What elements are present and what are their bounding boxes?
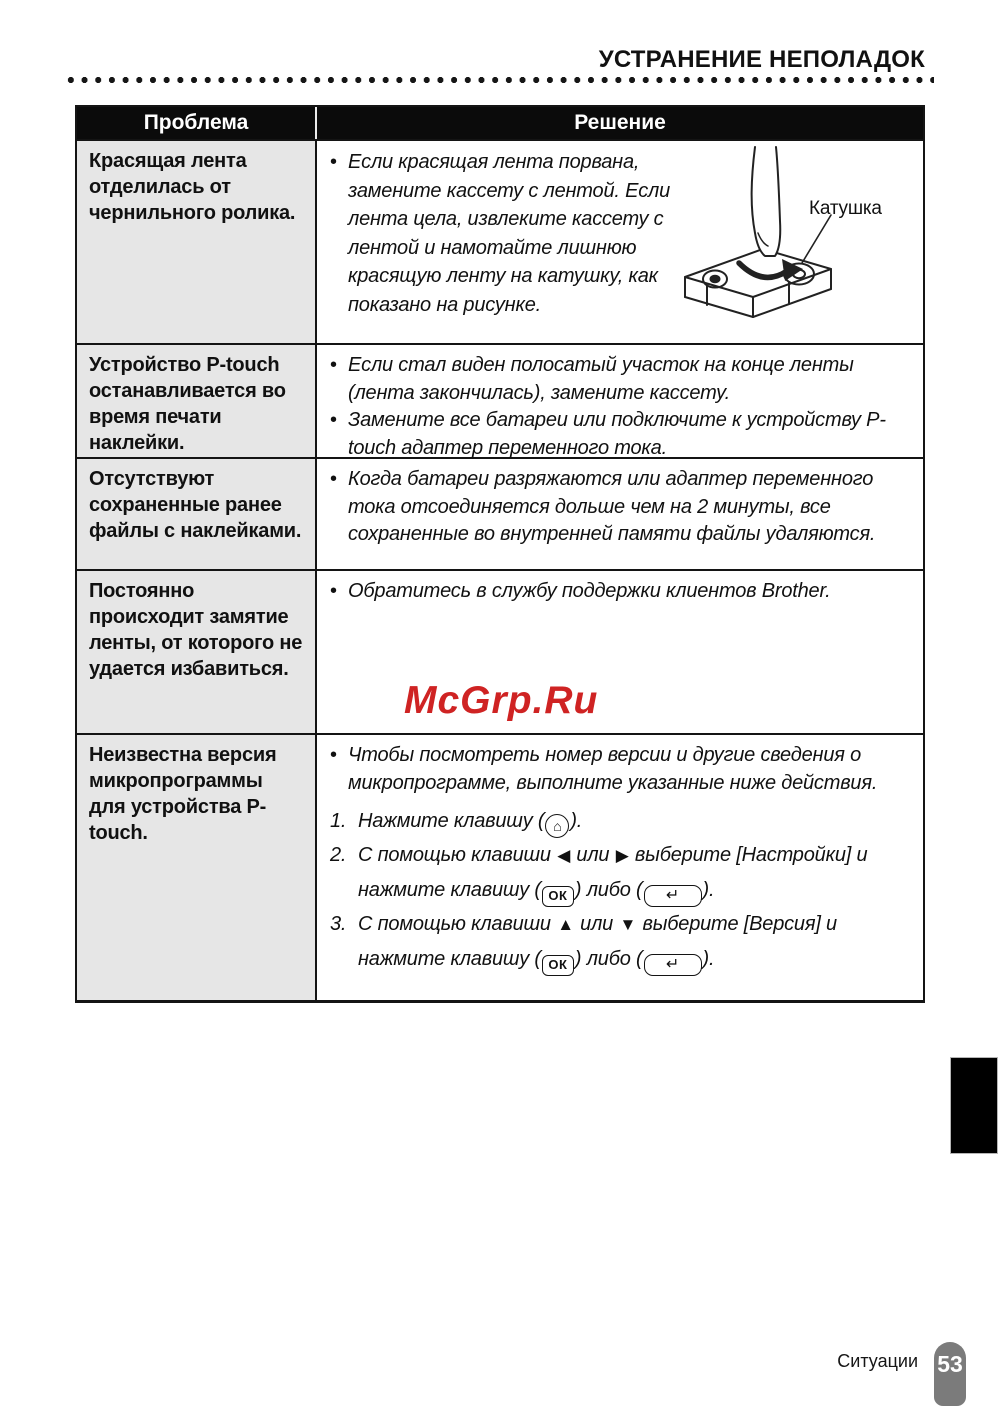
column-header-solution: Решение [574, 111, 666, 134]
dotted-divider [64, 75, 934, 85]
bullet-icon: • [330, 468, 337, 490]
problem-cell: Красящая лента отделилась от чернильного ролика. [77, 141, 317, 343]
right-arrow-icon: ▶ [615, 846, 629, 865]
bullet-icon: • [330, 744, 337, 766]
problem-cell: Неизвестна версия микропрограммы для устройства P-touch. [77, 735, 317, 1000]
solution-text: Если стал виден полосатый участок на конце ленты (лента закончилась), замените кассету. [348, 354, 854, 404]
ok-key-icon: ОК [542, 886, 574, 907]
left-arrow-icon: ◀ [557, 846, 571, 865]
step-item [330, 804, 915, 838]
step-text-segment: С помощью клавиши [358, 844, 557, 866]
step-text [358, 838, 915, 907]
home-glyph: ⌂ [553, 818, 562, 834]
table-row [77, 343, 923, 457]
solution-text: Замените все батареи или подключите к устройству P-touch адаптер переменного тока. [348, 409, 886, 459]
table-header-row [77, 107, 923, 139]
up-arrow-icon: ▲ [557, 915, 574, 934]
step-text-segment: выберите [Версия] и нажмите клавишу ( [358, 913, 837, 970]
page-title: УСТРАНЕНИЕ НЕПОЛАДОК [598, 46, 925, 73]
enter-key-icon: ↵ [644, 954, 702, 976]
step-text-segment: или [574, 913, 619, 935]
solution-cell [317, 459, 923, 569]
troubleshooting-table [75, 105, 925, 1003]
step-number: 1. [330, 810, 347, 832]
footer-label: Ситуации [837, 1351, 918, 1371]
down-arrow-icon: ▼ [619, 915, 637, 934]
solution-cell [317, 345, 923, 457]
section-edge-marker [950, 1057, 998, 1154]
ok-key-icon: ОК [542, 955, 574, 976]
step-text-segment: ). [702, 879, 715, 901]
column-header-problem: Проблема [77, 107, 317, 139]
step-text-segment: ). [702, 948, 715, 970]
table-row [77, 139, 923, 343]
solution-text: Если красящая лента порвана, замените кассету с лентой. Если лента цела, извлеките кассету с лентой и намотайте лишнюю красящую ленту на катушку, как показано на рисунке. [348, 151, 671, 316]
enter-key-icon: ↵ [644, 885, 702, 907]
cassette-figure-svg [681, 145, 921, 343]
instruction-steps [330, 804, 915, 976]
step-text-segment: или [571, 844, 615, 866]
table-row [77, 733, 923, 1000]
bullet-icon: • [330, 151, 337, 173]
solution-cell [317, 141, 923, 343]
solution-item [330, 352, 915, 407]
solution-text: Чтобы посмотреть номер версии и другие сведения о микропрограмме, выполните указанные ниже действия. [348, 744, 878, 794]
step-text [358, 804, 915, 838]
page-number: 53 [937, 1351, 963, 1377]
solution-text: Обратитесь в службу поддержки клиентов Brother. [348, 580, 831, 602]
step-text [358, 907, 915, 976]
step-item [330, 838, 915, 907]
step-text-segment: ) либо ( [574, 948, 643, 970]
table-row [77, 457, 923, 569]
step-text-segment: ). [570, 810, 583, 832]
step-number: 3. [330, 913, 347, 935]
solution-text: Когда батареи разряжаются или адаптер переменного тока отсоединяется дольше чем на 2 минуты, все сохраненные во внутренней памяти файлы удаляются. [348, 468, 876, 545]
cassette-illustration [681, 145, 921, 343]
solution-item [330, 578, 915, 606]
solution-item [330, 742, 915, 797]
page-number-tab [934, 1342, 966, 1406]
home-key-icon [545, 814, 569, 838]
step-text-segment: ) либо ( [574, 879, 643, 901]
solution-item [330, 466, 915, 549]
step-item [330, 907, 915, 976]
step-text-segment: выберите [Настройки] и нажмите клавишу ( [358, 844, 868, 901]
watermark: McGrp.Ru [404, 679, 599, 722]
step-number: 2. [330, 844, 347, 866]
problem-cell: Отсутствуют сохраненные ранее файлы с наклейками. [77, 459, 317, 569]
step-text-segment: С помощью клавиши [358, 913, 557, 935]
problem-cell: Постоянно происходит замятие ленты, от которого не удается избавиться. [77, 571, 317, 733]
problem-cell: Устройство P-touch останавливается во время печати наклейки. [77, 345, 317, 457]
bullet-icon: • [330, 580, 337, 602]
figure-label: Катушка [809, 198, 882, 219]
step-text-segment: Нажмите клавишу ( [358, 810, 545, 832]
solution-item [330, 407, 915, 462]
bullet-icon: • [330, 409, 337, 431]
solution-cell [317, 735, 923, 1000]
bullet-icon: • [330, 354, 337, 376]
